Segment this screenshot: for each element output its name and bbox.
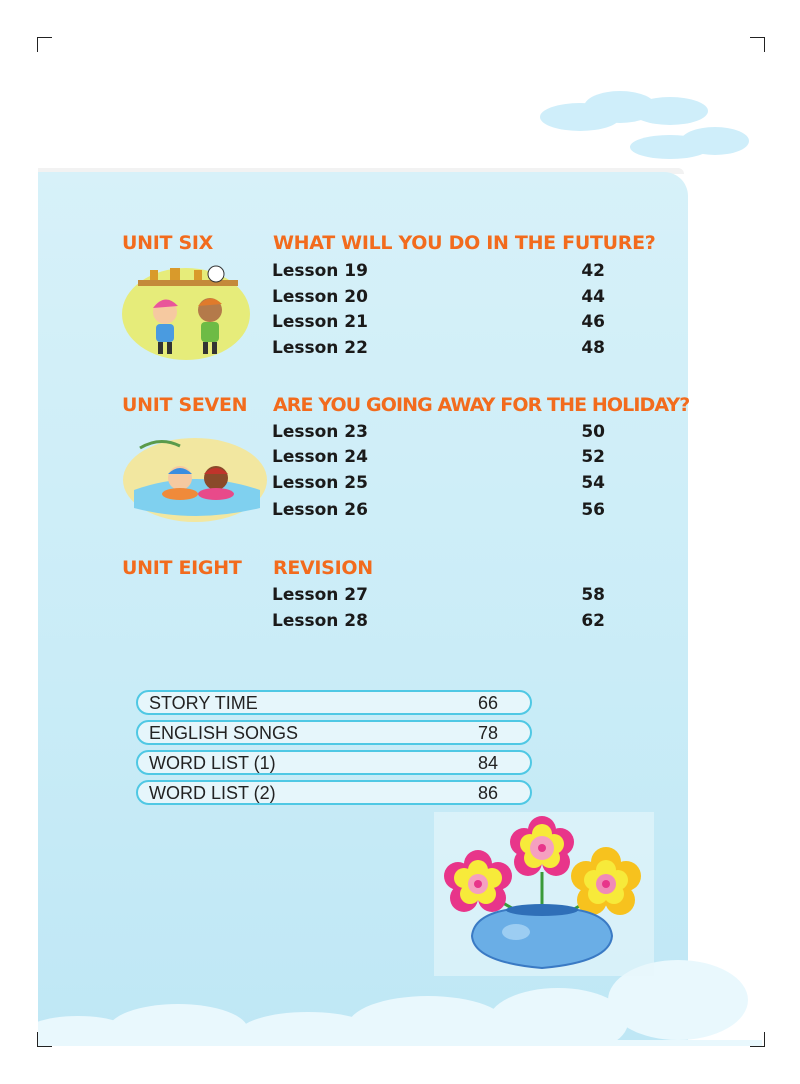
toc-entry-story-time[interactable] — [136, 690, 532, 715]
unit-eight-title: REVISION — [273, 557, 373, 579]
lesson-27-page: 58 — [581, 585, 605, 605]
lesson-20-page: 44 — [581, 287, 605, 307]
lesson-25: Lesson 25 — [272, 473, 368, 493]
unit-seven-title: ARE YOU GOING AWAY FOR THE HOLIDAY? — [273, 394, 690, 416]
lesson-22: Lesson 22 — [272, 338, 368, 358]
toc-entry-english-songs[interactable] — [136, 720, 532, 745]
toc-entry-page: 78 — [478, 723, 499, 743]
lesson-23-page: 50 — [581, 422, 605, 442]
flower-vase-illustration — [434, 812, 654, 976]
toc-entry-label: WORD LIST (2) — [149, 783, 276, 803]
lesson-22-page: 48 — [581, 338, 605, 358]
lesson-19-page: 42 — [581, 261, 605, 281]
toc-entry-page: 84 — [478, 753, 499, 773]
toc-entry-word-list-2[interactable] — [136, 780, 532, 805]
toc-entry-label: WORD LIST (1) — [149, 753, 276, 773]
cloud-decoration-top — [530, 85, 760, 165]
toc-entry-word-list-1[interactable] — [136, 750, 532, 775]
lesson-20: Lesson 20 — [272, 287, 368, 307]
unit-six-label: UNIT SIX — [122, 232, 213, 254]
lesson-24: Lesson 24 — [272, 447, 368, 467]
lesson-25-page: 54 — [581, 473, 605, 493]
toc-entry-label: ENGLISH SONGS — [149, 723, 299, 743]
lesson-23: Lesson 23 — [272, 422, 368, 442]
lesson-28-page: 62 — [581, 611, 605, 631]
crop-mark-top-left — [37, 37, 52, 52]
lesson-24-page: 52 — [581, 447, 605, 467]
lesson-26: Lesson 26 — [272, 500, 368, 520]
toc-entry-page: 86 — [478, 783, 499, 803]
toc-entry-label: STORY TIME — [149, 693, 258, 713]
lesson-19: Lesson 19 — [272, 261, 368, 281]
lesson-28: Lesson 28 — [272, 611, 368, 631]
unit-seven-label: UNIT SEVEN — [122, 394, 248, 416]
toc-entry-page: 66 — [478, 693, 499, 713]
lesson-26-page: 56 — [581, 500, 605, 520]
kids-swimming-illustration — [120, 428, 270, 528]
lesson-21-page: 46 — [581, 312, 605, 332]
kids-trophies-illustration — [120, 262, 252, 362]
crop-mark-top-right — [750, 37, 765, 52]
unit-eight-label: UNIT EIGHT — [122, 557, 242, 579]
unit-six-title: WHAT WILL YOU DO IN THE FUTURE? — [273, 232, 656, 254]
lesson-21: Lesson 21 — [272, 312, 368, 332]
lesson-27: Lesson 27 — [272, 585, 368, 605]
